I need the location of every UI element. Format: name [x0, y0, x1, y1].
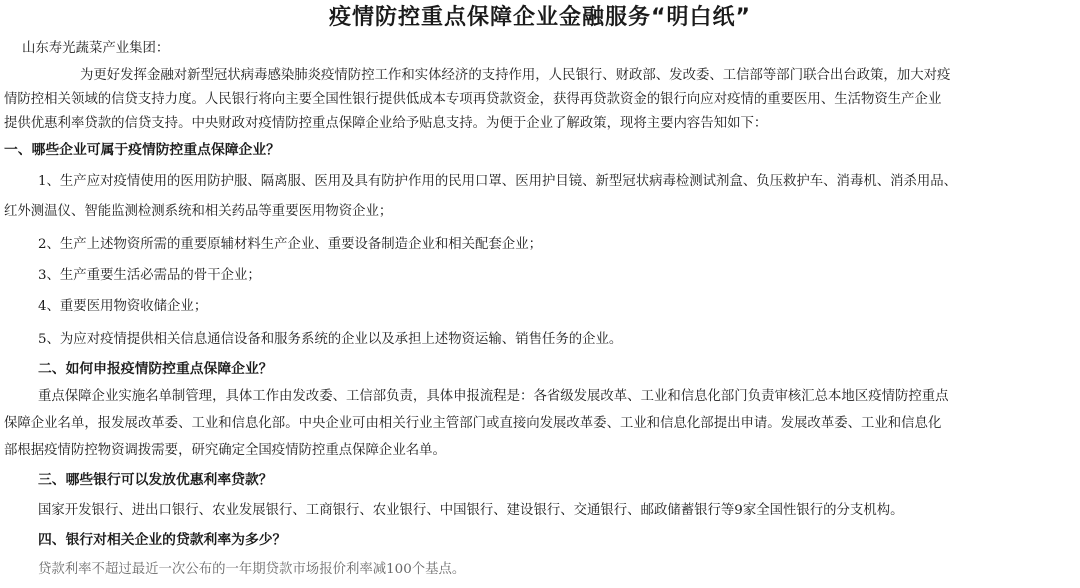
list-item: 3、生产重要生活必需品的骨干企业； [38, 268, 261, 283]
intro-paragraph [0, 65, 1080, 134]
section-1-list [0, 171, 1080, 350]
intro-line: 提供优惠利率贷款的信贷支持。中央财政对疫情防控重点保障企业给予贴息支持。为便于企业了解政策，现将主要内容告知如下： [4, 116, 768, 131]
list-item: 5、为应对疫情提供相关信息通信设备和服务系统的企业以及承担上述物资运输、销售任务的企业。 [38, 332, 623, 347]
list-item: 4、重要医用物资收储企业； [38, 299, 208, 314]
body-line: 保障企业名单，报发展改革委、工业和信息化部。中央企业可由相关行业主管部门或直接向发展改革委、工业和信息化部提出申请。发展改革委、工业和信息化 [4, 416, 942, 431]
intro-line: 情防控相关领域的信贷支持力度。人民银行将向主要全国性银行提供低成本专项再贷款资金，获得再贷款资金的银行向应对疫情的重要医用、生活物资生产企业 [4, 92, 942, 107]
body-line: 部根据疫情防控物资调拨需要，研究确定全国疫情防控重点保障企业名单。 [4, 443, 446, 458]
section-heading-1: 一、哪些企业可属于疫情防控重点保障企业？ [4, 142, 280, 158]
list-item: 1、生产应对疫情使用的医用防护服、隔离服、医用及具有防护作用的民用口罩、医用护目镜、新型冠状病毒检测试剂盒、负压救护车、消毒机、消杀用品、 [38, 174, 958, 189]
intro-line: 为更好发挥金融对新型冠状病毒感染肺炎疫情防控工作和实体经济的支持作用，人民银行、财政部、发改委、工信部等部门联合出台政策，加大对疫 [80, 68, 951, 83]
list-item-continuation: 红外测温仪、智能监测检测系统和相关药品等重要医用物资企业； [4, 204, 393, 219]
section-2-body [0, 386, 1080, 461]
body-line: 重点保障企业实施名单制管理，具体工作由发改委、工信部负责，具体申报流程是：各省级发展改革、工业和信息化部门负责审核汇总本地区疫情防控重点 [38, 389, 949, 404]
document-title: 疫情防控重点保障企业金融服务“明白纸” [329, 5, 751, 30]
section-4-body: 贷款利率不超过最近一次公布的一年期贷款市场报价利率减100个基点。 [38, 562, 466, 577]
section-heading-2: 二、如何申报疫情防控重点保障企业？ [38, 361, 273, 377]
section-3-body: 国家开发银行、进出口银行、农业发展银行、工商银行、农业银行、中国银行、建设银行、交通银行、邮政储蓄银行等9家全国性银行的分支机构。 [38, 503, 904, 518]
list-item: 2、生产上述物资所需的重要原辅材料生产企业、重要设备制造企业和相关配套企业； [38, 237, 542, 252]
section-heading-3: 三、哪些银行可以发放优惠利率贷款？ [38, 472, 273, 488]
section-heading-4: 四、银行对相关企业的贷款利率为多少？ [38, 532, 287, 548]
salutation: 山东寿光蔬菜产业集团： [22, 41, 170, 56]
